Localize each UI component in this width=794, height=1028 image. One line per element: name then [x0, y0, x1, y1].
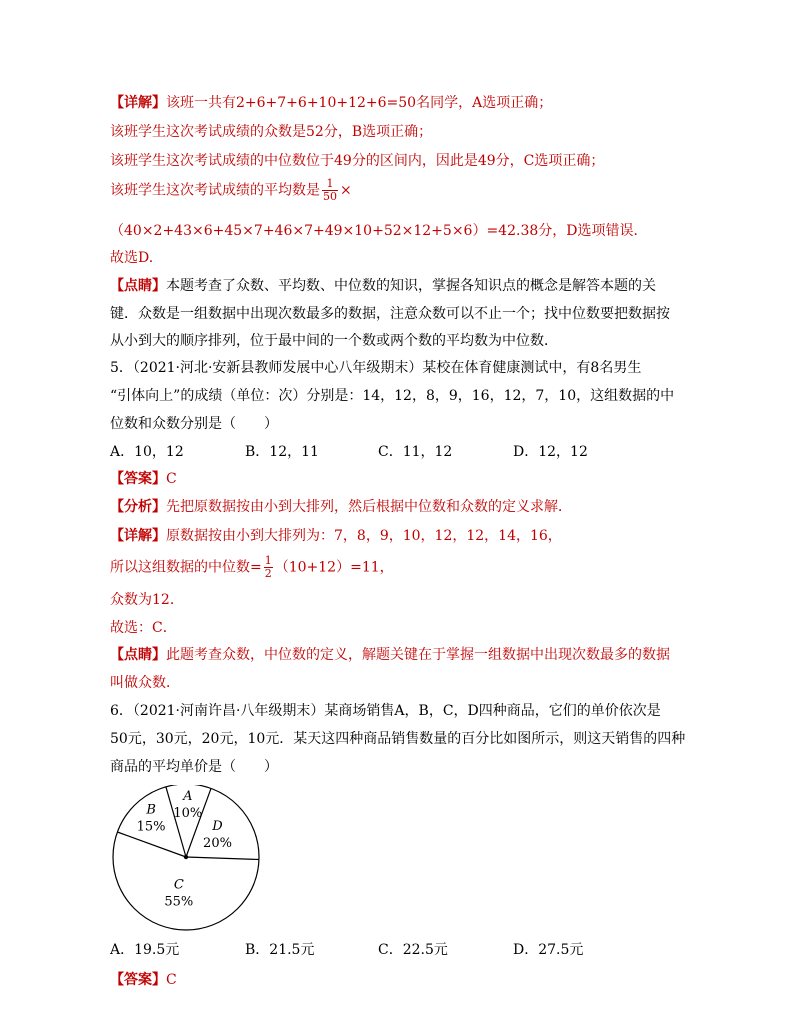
prev-pick: 故选D.	[110, 250, 154, 266]
q5-comment-text-1: 此题考查众数，中位数的定义，解题关键在于掌握一组数据中出现次数最多的数据	[166, 647, 670, 663]
prev-detail-line-3: 该班学生这次考试成绩的中位数位于49分的区间内，因此是49分，C选项正确；	[110, 153, 605, 169]
q6-stem-line-2: 50元，30元，20元，10元．某天这四种商品销售数量的百分比如图所示，则这天销售的四种	[110, 731, 686, 747]
prev-detail-line-1	[110, 93, 552, 113]
q5-stem-line-2: “引体向上”的成绩（单位：次）分别是：14，12，8，9，16，12，7，10，这组数据的中	[110, 388, 675, 404]
q6-stem-line-1: 6．（2021·河南许昌·八年级期末）某商场销售A，B，C，D四种商品，它们的单价依次是	[110, 703, 661, 719]
pie-percent-c: 55%	[164, 894, 194, 910]
q5-option-b: B．12，11	[245, 444, 319, 460]
fraction-1-2	[264, 555, 273, 580]
q5-comment-line-1	[110, 645, 670, 665]
q5-stem-line-3: 位数和众数分别是（ ）	[110, 416, 278, 432]
q5-option-c: C．11，12	[378, 444, 453, 460]
q6-option-d: D．27.5元	[513, 942, 584, 958]
pie-percent-a: 10%	[173, 805, 203, 821]
q5-stem-line-1: 5．（2021·河北·安新县教师发展中心八年级期末）某校在体育健康测试中，有8名男生	[110, 360, 642, 376]
q5-answer	[110, 469, 177, 489]
pie-label-a: A	[183, 788, 193, 804]
comment-tag: 【点睛】	[110, 278, 166, 294]
q5-answer-value: C	[166, 471, 177, 487]
pie-slice-boundary-c	[186, 857, 259, 860]
fraction-numerator-2: 1	[264, 554, 272, 567]
q5-option-d: D．12，12	[513, 444, 588, 460]
q5-detail-text-1: 原数据按由小到大排列为：7，8，9，10，12，12，14，16，	[166, 528, 562, 544]
q5-detail-line-3: 众数为12．	[110, 592, 184, 608]
q5-detail-line-2	[110, 555, 394, 580]
prev-comment-text-1: 本题考查了众数、平均数、中位数的知识，掌握各知识点的概念是解答本题的关	[166, 278, 656, 294]
pie-label-c: C	[173, 877, 184, 893]
times-sign: ×	[340, 182, 352, 199]
q6-option-c: C．22.5元	[378, 942, 448, 958]
pie-label-d: D	[212, 818, 223, 834]
pie-percent-b: 15%	[136, 819, 166, 835]
q5-option-a: A．10，12	[110, 444, 184, 460]
fraction-denominator-2: 2	[264, 567, 272, 580]
answer-tag-2: 【答案】	[110, 972, 166, 988]
q6-answer-value: C	[166, 972, 177, 988]
prev-comment-line-3: 从小到大的顺序排列，位于最中间的一个数或两个数的平均数为中位数．	[110, 333, 558, 349]
pie-percent-d: 20%	[203, 835, 232, 851]
pie-slice-boundary-b	[117, 832, 186, 857]
analysis-tag: 【分析】	[110, 499, 166, 515]
prev-detail-text-1: 该班一共有2+6+7+6+10+12+6=50名同学，A选项正确；	[166, 95, 553, 111]
q6-stem-line-3: 商品的平均单价是（ ）	[110, 759, 278, 775]
fraction-numerator: 1	[322, 178, 338, 191]
prev-mean-text: 该班学生这次考试成绩的平均数是	[110, 182, 320, 199]
answer-tag: 【答案】	[110, 471, 166, 487]
q5-analysis-text: 先把原数据按由小到大排列，然后根据中位数和众数的定义求解．	[166, 499, 572, 515]
pie-label-b: B	[146, 802, 156, 818]
q5-pick: 故选：C．	[110, 620, 177, 636]
pie-chart	[108, 785, 268, 935]
q5-detail-line-1	[110, 526, 562, 546]
q6-option-a: A．19.5元	[110, 942, 180, 958]
q5-median-calc: （10+12）=11，	[274, 559, 394, 576]
prev-detail-line-4	[110, 178, 352, 203]
q5-median-text: 所以这组数据的中位数=	[110, 559, 262, 576]
pie-center-dot	[184, 855, 188, 859]
prev-comment-line-1	[110, 276, 656, 296]
prev-comment-line-2: 键．众数是一组数据中出现次数最多的数据，注意众数可以不止一个；找中位数要把数据按	[110, 306, 670, 322]
prev-detail-line-2: 该班学生这次考试成绩的众数是52分，B选项正确；	[110, 124, 433, 140]
fraction-1-50	[322, 178, 338, 203]
detail-tag: 【详解】	[110, 95, 166, 111]
comment-tag-2: 【点睛】	[110, 647, 166, 663]
q6-answer	[110, 970, 177, 990]
fraction-denominator: 50	[323, 190, 337, 203]
prev-detail-line-5: （40×2+43×6+45×7+46×7+49×10+52×12+5×6）=42.38分，D选项错误．	[110, 223, 648, 239]
q6-option-b: B．21.5元	[245, 942, 315, 958]
q5-comment-line-2: 叫做众数．	[110, 675, 180, 691]
detail-tag-2: 【详解】	[110, 528, 166, 544]
q5-analysis	[110, 497, 572, 517]
